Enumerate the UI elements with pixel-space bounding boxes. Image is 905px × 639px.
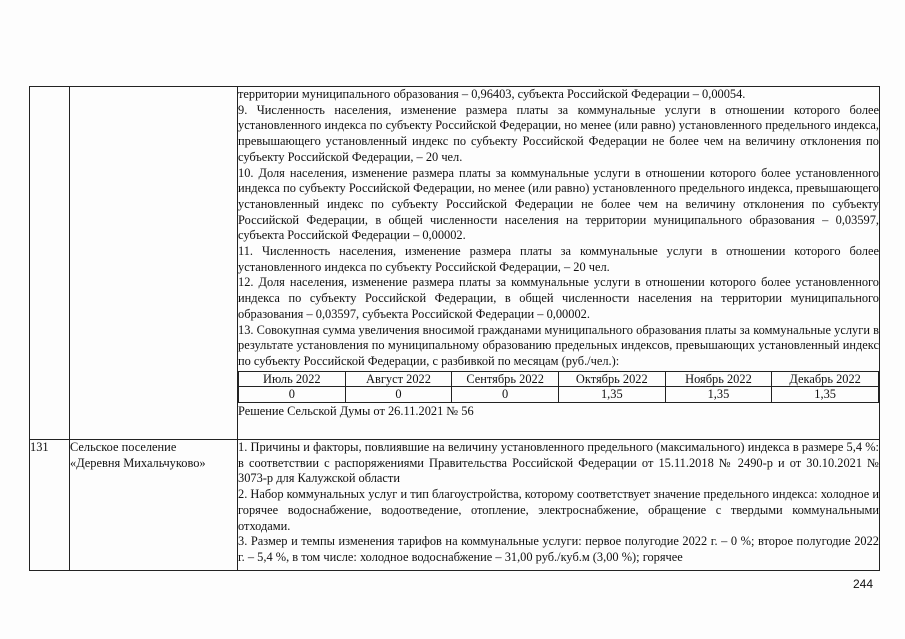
page-number: 244: [852, 577, 873, 591]
municipality-name-cell: [70, 440, 238, 571]
paragraph-12: 12. Доля населения, изменение размера платы за коммунальные услуги в отношении которого более установленного индекса по субъекту Российской Федерации, в общей численности населения на территории муниципального образования – 0,03597, субъекта Российской Федерации – 0,00002.: [238, 275, 879, 321]
monthly-sum-table: [238, 371, 879, 403]
paragraph-10: 10. Доля населения, изменение размера платы за коммунальные услуги в отношении которого более установленного индекса по субъекту Российской Федерации, но менее (или равно) установленного предельного индекса, превышающего установленный индекс по субъекту Российской Федерации не более чем на величину отклонения по субъекту Российской Федерации, в общей численности населения на территории муниципального образования – 0,03597, субъекта Российской Федерации – 0,00002.: [238, 165, 879, 243]
row-content-cell: [238, 440, 880, 571]
paragraph-11: 11. Численность населения, изменение размера платы за коммунальные услуги в отношении которого более установленного индекса по субъекту Российской Федерации, – 20 чел.: [238, 244, 879, 274]
month-value: 0: [239, 387, 346, 403]
paragraph-9: 9. Численность населения, изменение размера платы за коммунальные услуги в отношении которого более установленного индекса по субъекту Российской Федерации, но менее (или равно) установленного предельного индекса, превышающего установленный индекс по субъекту Российской Федерации не более чем на величину отклонения по субъекту Российской Федерации, – 20 чел.: [238, 102, 879, 164]
row-number-cell: 131: [30, 440, 70, 571]
municipality-name-cell: [70, 87, 238, 440]
month-header: Сентябрь 2022: [452, 371, 559, 387]
paragraph-3: 3. Размер и темпы изменения тарифов на коммунальные услуги: первое полугодие 2022 г. – 0 %; второе полугодие 2022 г. – 5,4 %, в том числе: холодное водоснабжение – 31,00 руб./куб.м (3,00 %); горячее: [238, 534, 879, 564]
months-value-row: [239, 387, 879, 403]
decision-reference: Решение Сельской Думы от 26.11.2021 № 56: [238, 403, 474, 418]
month-value: 1,35: [558, 387, 665, 403]
municipality-name-line: «Деревня Михальчуково»: [70, 455, 206, 470]
month-header: Ноябрь 2022: [665, 371, 772, 387]
month-value: 1,35: [665, 387, 772, 403]
month-value: 0: [452, 387, 559, 403]
month-header: Октябрь 2022: [558, 371, 665, 387]
month-value: 0: [345, 387, 452, 403]
row-content-cell: [238, 87, 880, 440]
months-header-row: [239, 371, 879, 387]
month-value: 1,35: [772, 387, 879, 403]
month-header: Август 2022: [345, 371, 452, 387]
table-row: [30, 440, 880, 571]
indices-table: [29, 86, 880, 571]
municipality-name-line: Сельское поселение: [70, 440, 177, 454]
month-header: Июль 2022: [239, 371, 346, 387]
month-header: Декабрь 2022: [772, 371, 879, 387]
paragraph-1: 1. Причины и факторы, повлиявшие на величину установленного предельного (максимального) индекса в размере 5,4 %: в соответствии с распоряжениями Правительства Российской Федерации от 15.11.2018 № 2490-р и от 30.10.2021 № 3073-р для Калужской области: [238, 440, 879, 486]
paragraph-13: 13. Совокупная сумма увеличения вносимой гражданами муниципального образования платы за коммунальные услуги в результате установления по муниципальному образованию предельных индексов, превышающих установленный индекс по субъекту Российской Федерации, с разбивкой по месяцам (руб./чел.):: [238, 322, 879, 368]
paragraph-2: 2. Набор коммунальных услуг и тип благоустройства, которому соответствует значение предельного индекса: холодное и горячее водоснабжение, водоотведение, отопление, электроснабжение, обращение с твердыми коммунальными отходами.: [238, 487, 879, 533]
row-number-cell: [30, 87, 70, 440]
table-row: [30, 87, 880, 440]
paragraph-continuation: территории муниципального образования – 0,96403, субъекта Российской Федерации – 0,00054.: [238, 87, 746, 101]
